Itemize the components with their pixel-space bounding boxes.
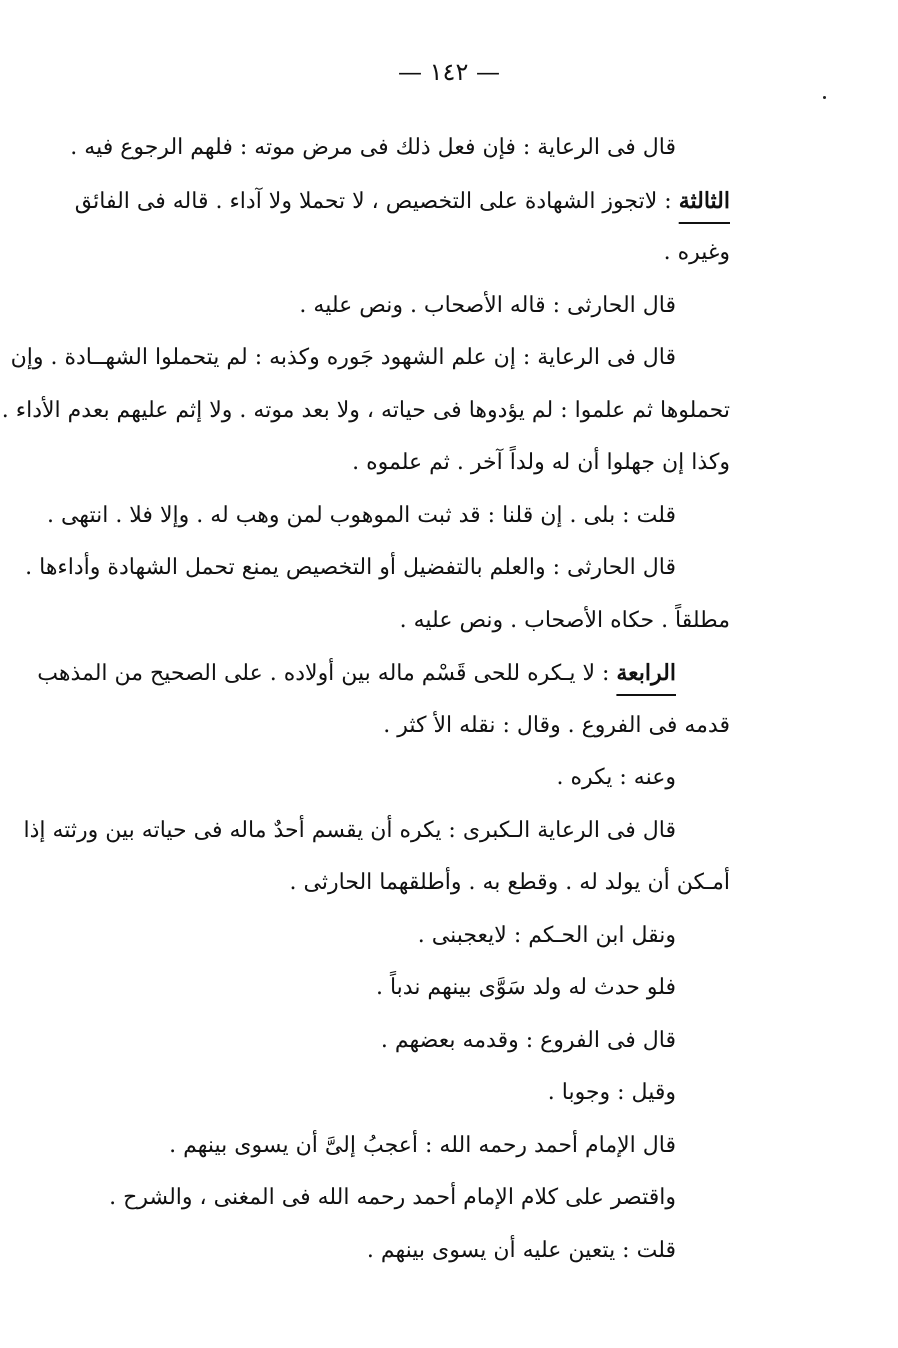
text-line: وكذا إن جهلوا أن له ولداً آخر . ثم علموه . bbox=[352, 450, 730, 475]
text-line: قلت : يتعين عليه أن يسوى بينهم . bbox=[366, 1237, 676, 1263]
text-line: قال الإمام أحمد رحمه الله : أعجبُ إلىَّ أن يسوى بينهم . bbox=[169, 1132, 676, 1158]
body-text bbox=[1, 122, 730, 1277]
text-line: تحملوها ثم علموا : لم يؤدوها فى حياته ، ولا بعد موته . ولا إثم عليهم بعدم الأداء . bbox=[1, 397, 730, 423]
text-line: قال فى الفروع : وقدمه بعضهم . bbox=[380, 1027, 676, 1053]
text-line: ونقل ابن الحـكم : لايعجبنى . bbox=[417, 922, 676, 948]
text-line: وقيل : وجوبا . bbox=[547, 1080, 676, 1105]
text-line: مطلقاً . حكاه الأصحاب . ونص عليه . bbox=[399, 607, 730, 633]
text-line: قلت : بلى . إن قلنا : قد ثبت الموهوب لمن وهب له . وإلا فلا . انتهى . bbox=[46, 502, 676, 528]
speck-mark bbox=[823, 96, 826, 99]
text-line: قال فى الرعاية : فإن فعل ذلك فى مرض موته : فلهم الرجوع فيه . bbox=[70, 135, 676, 160]
text-line: فلو حدث له ولد سَوَّى بينهم ندباً . bbox=[375, 975, 676, 1000]
section-heading: الثالثة bbox=[678, 187, 730, 214]
text-line: قال فى الرعاية : إن علم الشهود جَوره وكذبه : لم يتحملوا الشهــادة . وإن bbox=[10, 345, 676, 370]
text-line: الثالثة : لاتجوز الشهادة على التخصيص ، لا تحملا ولا آداء . قاله فى الفائق bbox=[74, 187, 730, 214]
text-line: الرابعة : لا يـكره للحى قَسْم ماله بين أولاده . على الصحيح من المذهب bbox=[37, 660, 676, 686]
text-line: وغيره . bbox=[663, 240, 730, 265]
page-number: — ١٤٢ — bbox=[398, 58, 500, 86]
section-heading: الرابعة bbox=[616, 660, 676, 686]
text-line: أمـكن أن يولد له . وقطع به . وأطلقهما الحارثى . bbox=[289, 870, 730, 895]
text-line: وعنه : يكره . bbox=[556, 765, 676, 790]
text-line: قدمه فى الفروع . وقال : نقله الأ كثر . bbox=[383, 712, 730, 738]
text-line: قال الحارثى : والعلم بالتفضيل أو التخصيص يمنع تحمل الشهادة وأداءها . bbox=[25, 555, 676, 580]
text-line: قال الحارثى : قاله الأصحاب . ونص عليه . bbox=[299, 292, 676, 318]
text-line: واقتصر على كلام الإمام أحمد رحمه الله فى المغنى ، والشرح . bbox=[109, 1185, 676, 1210]
text-line: قال فى الرعاية الـكبرى : يكره أن يقسم أحدٌ ماله فى حياته بين ورثته إذا bbox=[23, 817, 676, 843]
